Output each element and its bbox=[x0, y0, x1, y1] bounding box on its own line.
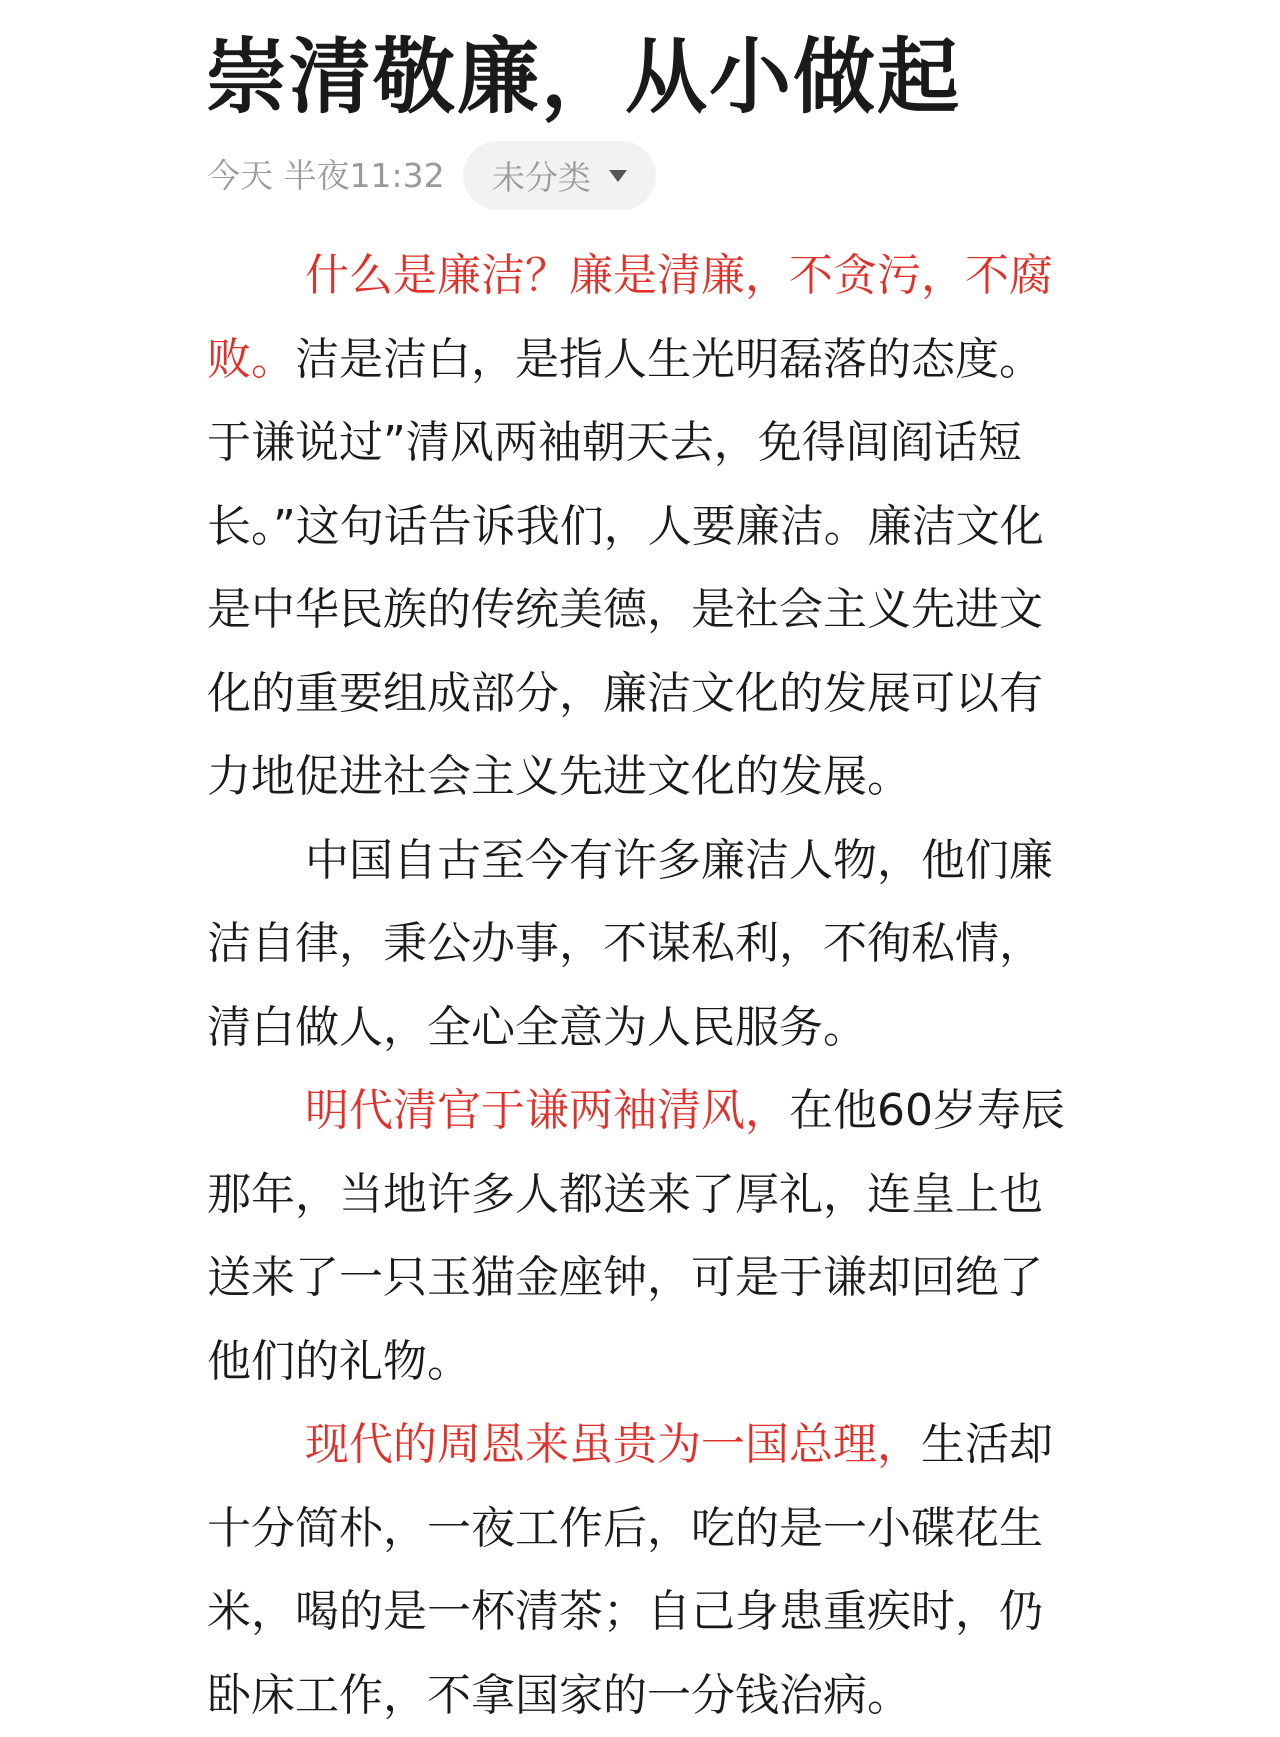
paragraph-line bbox=[207, 652, 1107, 736]
page-title: 崇清敬廉，从小做起 bbox=[205, 28, 961, 128]
body-text: 力地促进社会主义先进文化的发展。 bbox=[207, 751, 911, 802]
paragraph-line bbox=[207, 819, 1107, 903]
body-text: 米，喝的是一杯清茶；自己身患重疾时，仍 bbox=[207, 1586, 1043, 1637]
body-text: 那年，当地许多人都送来了厚礼，连皇上也 bbox=[207, 1169, 1043, 1220]
body-text: 洁自律，秉公办事，不谋私利，不徇私情， bbox=[207, 918, 1043, 969]
paragraph-line bbox=[207, 1403, 1107, 1487]
body-text: 长。”这句话告诉我们，人要廉洁。廉洁文化 bbox=[207, 501, 1044, 552]
body-text: 送来了一只玉猫金座钟，可是于谦却回绝了 bbox=[207, 1252, 1043, 1303]
body-text: 卧床工作，不拿国家的一分钱治病。 bbox=[207, 1670, 911, 1721]
paragraph-line bbox=[207, 1654, 1107, 1737]
paragraph-line bbox=[207, 234, 1107, 318]
caret-down-icon bbox=[609, 170, 627, 182]
paragraph-line bbox=[207, 485, 1107, 569]
paragraph-line bbox=[207, 318, 1107, 402]
body-text: 清白做人，全心全意为人民服务。 bbox=[207, 1002, 867, 1053]
article-body bbox=[207, 234, 1107, 1737]
paragraph-line bbox=[207, 1320, 1107, 1404]
body-text: 化的重要组成部分，廉洁文化的发展可以有 bbox=[207, 668, 1043, 719]
timestamp: 今天 半夜11:32 bbox=[207, 156, 445, 196]
paragraph-line bbox=[207, 1487, 1107, 1571]
body-text: 于谦说过”清风两袖朝天去，免得闾阎话短 bbox=[207, 417, 1022, 468]
body-text: 十分简朴，一夜工作后，吃的是一小碟花生 bbox=[207, 1503, 1043, 1554]
paragraph-line bbox=[207, 568, 1107, 652]
highlighted-text: 现代的周恩来虽贵为一国总理， bbox=[305, 1419, 921, 1470]
paragraph-line bbox=[207, 401, 1107, 485]
paragraph-line bbox=[207, 1570, 1107, 1654]
body-text: 中国自古至今有许多廉洁人物，他们廉 bbox=[305, 835, 1053, 886]
body-text: 他们的礼物。 bbox=[207, 1336, 471, 1387]
category-label: 未分类 bbox=[492, 152, 591, 199]
body-text: 在他60岁寿辰 bbox=[789, 1085, 1065, 1136]
paragraph-line bbox=[207, 1069, 1107, 1153]
paragraph-line bbox=[207, 986, 1107, 1070]
body-text: 生活却 bbox=[921, 1419, 1053, 1470]
category-dropdown[interactable] bbox=[463, 141, 656, 210]
paragraph-line bbox=[207, 1153, 1107, 1237]
highlighted-text: 什么是廉洁？廉是清廉，不贪污，不腐 bbox=[305, 250, 1053, 301]
paragraph-line bbox=[207, 902, 1107, 986]
highlighted-text: 败。 bbox=[207, 334, 295, 385]
paragraph-line bbox=[207, 735, 1107, 819]
body-text: 洁是洁白，是指人生光明磊落的态度。 bbox=[295, 334, 1043, 385]
highlighted-text: 明代清官于谦两袖清风， bbox=[305, 1085, 789, 1136]
body-text: 是中华民族的传统美德，是社会主义先进文 bbox=[207, 584, 1043, 635]
paragraph-line bbox=[207, 1236, 1107, 1320]
